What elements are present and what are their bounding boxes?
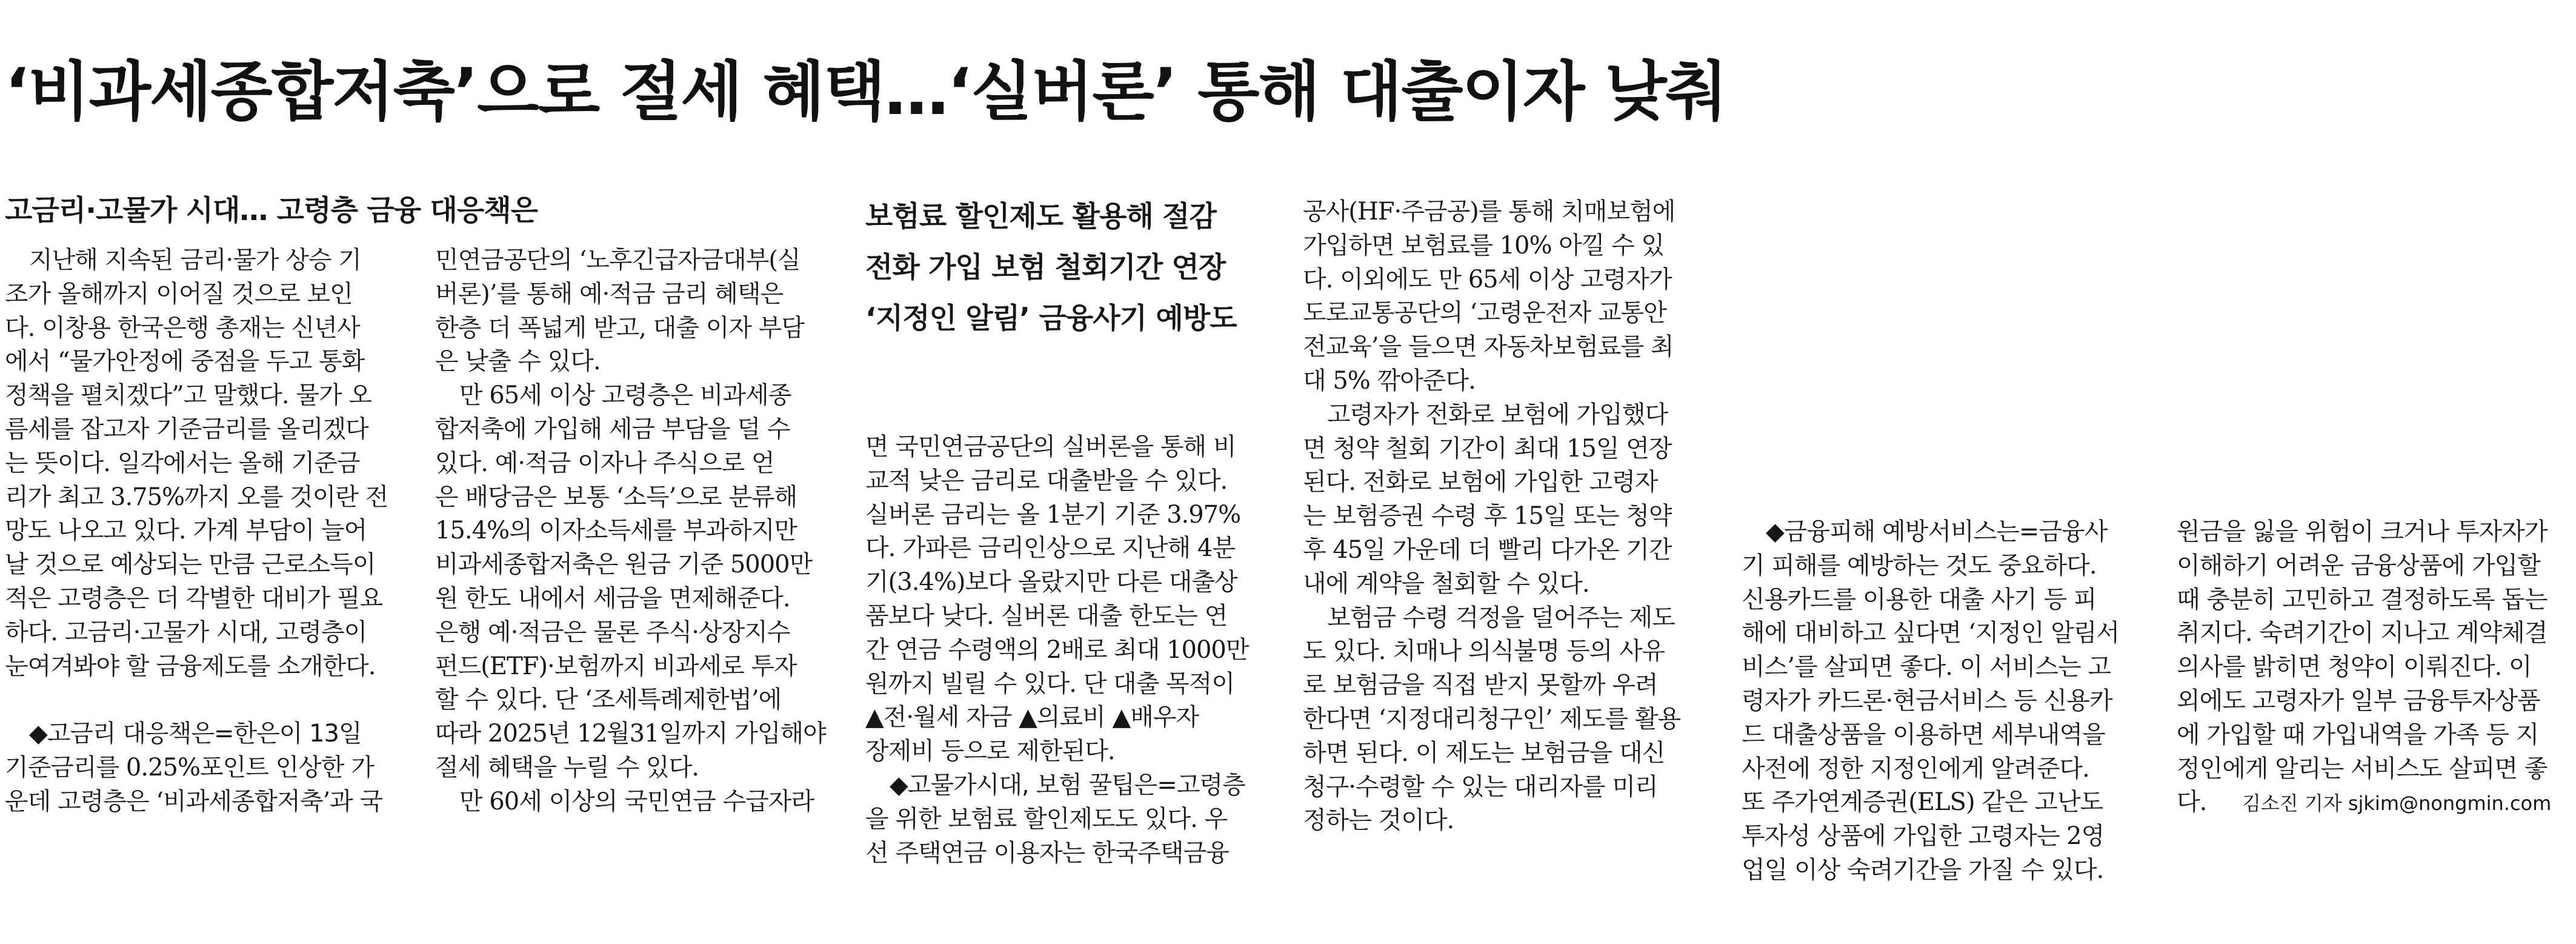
text-line: 적은 고령층은 더 각별한 대비가 필요 [5, 584, 383, 612]
text-line: ▲전·월세 자금 ▲의료비 ▲배우자 [865, 703, 1199, 732]
subheadline-line: ‘지정인 알림’ 금융사기 예방도 [865, 302, 1237, 335]
paragraph [435, 244, 835, 379]
text-line: 조가 올해까지 이어질 것으로 보인 [5, 280, 353, 308]
paragraph [1303, 195, 1703, 398]
text-line: 눈여겨봐야 할 금융제도를 소개한다. [5, 652, 376, 680]
text-line: 면 국민연금공단의 실버론을 통해 비 [865, 433, 1236, 461]
text-line: 투자성 상품에 가입한 고령자는 2영 [1742, 822, 2105, 851]
text-line: 하면 된다. 이 제도는 보험금을 대신 [1303, 738, 1665, 767]
text-line: 기 피해를 예방하는 것도 중요하다. [1742, 551, 2097, 580]
text-line: 만 60세 이상의 국민연금 수급자라 [459, 787, 814, 815]
text-line: 민연금공단의 ‘노후긴급자금대부(실 [435, 246, 800, 274]
text-line: 은 낮출 수 있다. [435, 347, 601, 376]
text-line: 운데 고령층은 ‘비과세종합저축’과 국 [5, 787, 383, 815]
text-line: 정하는 것이다. [1303, 806, 1454, 835]
paragraph [435, 785, 835, 819]
section-lead: ◆고금리 대응책은=한은이 13일 [29, 720, 362, 748]
text-line: 보험금 수령 걱정을 덜어주는 제도 [1327, 603, 1675, 632]
text-line: 교적 낮은 금리로 대출받을 수 있다. [865, 466, 1228, 495]
text-line: 업일 이상 숙려기간을 가질 수 있다. [1742, 855, 2104, 884]
text-line: 만 65세 이상 고령층은 비과세종 [459, 381, 791, 410]
paragraph [2177, 515, 2576, 821]
text-line: 절세 혜택을 누릴 수 있다. [435, 753, 699, 782]
article-column-6 [2177, 515, 2576, 821]
text-line: 때 충분히 고민하고 결정하도록 돕는 [2177, 585, 2548, 614]
text-line: 간 연금 수령액의 2배로 최대 1000만 [865, 635, 1249, 664]
text-line: 름세를 잡고자 기준금리를 올리겠다 [5, 415, 368, 443]
text-line: 다. 이외에도 만 65세 이상 고령자가 [1303, 265, 1672, 293]
text-line: 원까지 빌릴 수 있다. 단 대출 목적이 [865, 669, 1234, 698]
text-line: 망도 나오고 있다. 가계 부담이 늘어 [5, 517, 367, 545]
text-line: 은행 예·적금은 물론 주식·상장지수 [435, 618, 790, 646]
text-line: 는 뜻이다. 일각에서는 올해 기준금 [5, 449, 360, 477]
text-line: 품보다 낮다. 실버론 대출 한도는 연 [865, 601, 1228, 630]
text-line: 는 보험증권 수령 후 15일 또는 청약 [1303, 502, 1672, 531]
text-line: 외에도 고령자가 일부 금융투자상품 [2177, 686, 2540, 715]
paragraph [5, 717, 405, 818]
paragraph [1303, 601, 1703, 839]
text-line: 비과세종합저축은 원금 기준 5000만 [435, 551, 813, 579]
text-line: 이해하기 어려운 금융상품에 가입할 [2177, 551, 2540, 580]
headline: ‘비과세종합저축’으로 절세 혜택…‘실버론’ 통해 대출이자 낮춰 [5, 55, 1727, 129]
text-line: 가입하면 보험료를 10% 아낄 수 있 [1303, 231, 1665, 259]
subheadline-middle [865, 192, 1302, 344]
text-line: 선 주택연금 이용자는 한국주택금융 [865, 839, 1229, 867]
text-line: 있다. 예·적금 이자나 주식으로 얻 [435, 449, 774, 477]
text-line: 대 5% 깎아준다. [1303, 366, 1476, 395]
article-column-3 [865, 430, 1265, 870]
text-line: 도로교통공단의 ‘고령운전자 교통안 [1303, 299, 1666, 327]
paragraph [1742, 515, 2142, 888]
text-line: 에 가입할 때 가입내역을 가족 등 지 [2177, 720, 2539, 749]
article-column-4 [1303, 195, 1703, 838]
subheadline-line: 보험료 할인제도 활용해 절감 [865, 200, 1216, 233]
paragraph [865, 769, 1265, 870]
text-line: 에서 “물가안정에 중점을 두고 통화 [5, 347, 365, 376]
text-line: 도 있다. 치매나 의식불명 등의 사유 [1303, 637, 1665, 666]
text-line: 취지다. 숙려기간이 지나고 계약체결 [2177, 619, 2548, 648]
byline: 김소진 기자 sjkim@nongmin.com [2242, 792, 2552, 815]
text-line: 된다. 전화로 보험에 가입한 고령자 [1303, 468, 1658, 497]
text-line: 고령자가 전화로 보험에 가입했다 [1327, 400, 1668, 429]
text-line: 을 위한 보험료 할인제도도 있다. 우 [865, 805, 1228, 833]
text-line: 할 수 있다. 단 ‘조세특례제한법’에 [435, 686, 782, 714]
text-line: 하다. 고금리·고물가 시대, 고령층이 [5, 618, 367, 646]
text-line: 청구·수령할 수 있는 대리자를 미리 [1303, 772, 1658, 801]
paragraph [865, 430, 1265, 769]
section-lead: ◆금융피해 예방서비스는=금융사 [1766, 518, 2108, 546]
text-line: 따라 2025년 12월31일까지 가입해야 [435, 720, 826, 748]
text-line: 기준금리를 0.25%포인트 인상한 가 [5, 754, 374, 782]
paragraph [435, 379, 835, 785]
text-line: 지난해 지속된 금리·물가 상승 기 [29, 246, 361, 274]
text-line: 15.4%의 이자소득세를 부과하지만 [435, 517, 797, 545]
text-line: 펀드(ETF)·보험까지 비과세로 투자 [435, 652, 797, 680]
text-line: 다. [2177, 788, 2207, 817]
text-line: 전교육’을 들으면 자동차보험료를 최 [1303, 333, 1674, 361]
text-line: 신용카드를 이용한 대출 사기 등 피 [1742, 585, 2097, 614]
paragraph [5, 244, 405, 683]
text-line: 면 청약 철회 기간이 최대 15일 연장 [1303, 434, 1672, 463]
text-line: 장제비 등으로 제한된다. [865, 737, 1115, 766]
article-column-2 [435, 244, 835, 819]
text-line: 다. 이창용 한국은행 총재는 신년사 [5, 313, 360, 342]
paragraph [1303, 398, 1703, 601]
text-line: 사전에 정한 지정인에게 알려준다. [1742, 754, 2089, 783]
text-line: 령자가 카드론·현금서비스 등 신용카 [1742, 686, 2112, 715]
text-line: 기(3.4%)보다 올랐지만 다른 대출상 [865, 568, 1237, 597]
subheadline-left: 고금리·고물가 시대… 고령층 금융 대응책은 [5, 194, 538, 227]
text-line: 로 보험금을 직접 받지 못할까 우려 [1303, 671, 1658, 700]
text-line: 정책을 펼치겠다”고 말했다. 물가 오 [5, 381, 371, 410]
closing-line [2177, 788, 2551, 816]
article-column-1 [5, 244, 405, 819]
text-line: 다. 가파른 금리인상으로 지난해 4분 [865, 534, 1235, 563]
article-column-5 [1742, 515, 2142, 888]
text-line: 원 한도 내에서 세금을 면제해준다. [435, 584, 790, 612]
text-line: 리가 최고 3.75%까지 오를 것이란 전 [5, 483, 388, 511]
text-line: 실버론 금리는 올 1분기 기준 3.97% [865, 500, 1241, 529]
text-line: 합저축에 가입해 세금 부담을 덜 수 [435, 415, 790, 443]
text-line: 비스’를 살피면 좋다. 이 서비스는 고 [1742, 653, 2111, 681]
text-line: 정인에게 알리는 서비스도 살피면 좋 [2177, 754, 2548, 783]
text-line: 한층 더 폭넓게 받고, 대출 이자 부담 [435, 313, 804, 342]
text-line: 날 것으로 예상되는 만큼 근로소득이 [5, 551, 376, 579]
text-line: 공사(HF·주금공)를 통해 치매보험에 [1303, 198, 1676, 226]
text-line: 또 주가연계증권(ELS) 같은 고난도 [1742, 788, 2103, 817]
text-line: 버론)’를 통해 예·적금 금리 혜택은 [435, 280, 784, 308]
text-line: 드 대출상품을 이용하면 세부내역을 [1742, 720, 2105, 749]
subheadline-line: 전화 가입 보험 철회기간 연장 [865, 251, 1226, 284]
text-line: 원금을 잃을 위험이 크거나 투자자가 [2177, 518, 2548, 546]
text-line: 은 배당금은 보통 ‘소득’으로 분류해 [435, 483, 797, 511]
text-line: 해에 대비하고 싶다면 ‘지정인 알림서 [1742, 619, 2120, 648]
section-lead: ◆고물가시대, 보험 꿀팁은=고령층 [890, 771, 1245, 799]
text-line: 의사를 밝히면 청약이 이뤄진다. 이 [2177, 653, 2532, 681]
text-line: 한다면 ‘지정대리청구인’ 제도를 활용 [1303, 705, 1681, 733]
text-line: 후 45일 가운데 더 빨리 다가온 기간 [1303, 535, 1672, 564]
text-line: 내에 계약을 철회할 수 있다. [1303, 569, 1589, 598]
